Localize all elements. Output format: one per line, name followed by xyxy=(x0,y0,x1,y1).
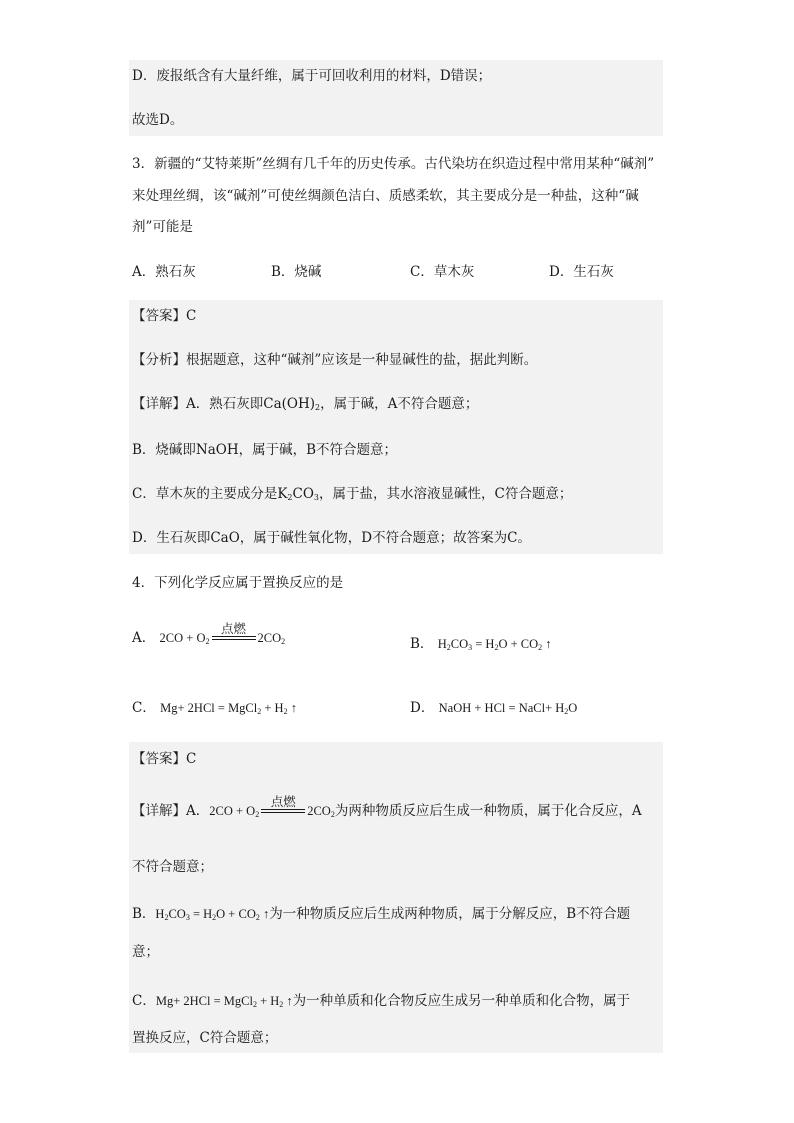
ignition-condition-2 xyxy=(261,795,305,819)
q4-detail-a-cont: 不符合题意； xyxy=(132,859,213,875)
q4-detail-a-equation: $2CO + O_2$ 点燃 $2CO_2$ xyxy=(209,794,335,819)
q4-option-d xyxy=(410,698,577,722)
q4-detail-a-text: 为两种物质反应后生成一种物质，属于化合反应，A xyxy=(334,803,642,819)
q3-detail-a-pre: 【详解】A．熟石灰即Ca(OH) xyxy=(132,396,316,412)
q3-detail-c-sub2: 3 xyxy=(313,493,320,502)
q3-detail-c-post: ，属于盐，其水溶液显碱性，C符合题意； xyxy=(319,486,573,502)
q3-option-d: D．生石灰 xyxy=(549,264,614,280)
q3-detail-c-sub1: 2 xyxy=(287,493,293,502)
q2-option-d-explain: D．废报纸含有大量纤维，属于可回收利用的材料，D错误； xyxy=(132,68,492,84)
q4-detail-c xyxy=(132,991,630,1015)
q4-option-a xyxy=(132,622,285,646)
q3-analysis: 【分析】根据题意，这种“碱剂”应该是一种显碱性的盐，据此判断。 xyxy=(132,352,538,368)
q4-option-b-equation: $H_2CO_3 = H_2O + CO_2$ ↑ xyxy=(437,637,552,652)
q3-stem-line2: 来处理丝绸，该“碱剂”可使丝绸颜色洁白、质感柔软，其主要成分是一种盐，这种“碱 xyxy=(132,188,639,204)
q3-stem-line3: 剂”可能是 xyxy=(132,219,193,235)
q3-option-a: A．熟石灰 xyxy=(132,264,196,280)
q2-conclusion: 故选D。 xyxy=(132,112,184,128)
q4-detail-b-label: B． xyxy=(132,906,156,922)
q4-option-d-equation: NaOH + HCl = NaCl+ $H_2O$ xyxy=(438,701,578,716)
q3-detail-a xyxy=(132,394,478,418)
q4-detail-c-text: 为一种单质和化合物反应生成另一种单质和化合物，属于 xyxy=(292,993,631,1009)
answer-block-q3 xyxy=(129,300,663,554)
q4-option-a-equation: $2CO + O_2$ 点燃 $2CO_2$ xyxy=(159,621,286,646)
q4-detail-b-cont: 意； xyxy=(132,944,159,960)
q4-option-a-label: A． xyxy=(132,630,156,646)
q4-detail-c-label: C． xyxy=(132,993,156,1009)
q3-detail-d: D．生石灰即CaO，属于碱性氧化物，D不符合题意；故答案为C。 xyxy=(132,530,531,546)
q4-answer: 【答案】C xyxy=(132,751,197,767)
q4-detail-c-cont: 置换反应，C符合题意； xyxy=(132,1030,278,1046)
ignition-label: 点燃 xyxy=(220,621,246,636)
q4-detail-c-equation: Mg+ 2HCl = MgCl$_2$ + $H_2$ ↑ xyxy=(155,994,293,1009)
q3-detail-c-pre: C．草木灰的主要成分是K xyxy=(132,486,288,502)
q4-detail-b xyxy=(132,904,630,928)
q4-option-c-equation: Mg+ 2HCl = MgCl$_2$ + $H_2$ ↑ xyxy=(160,701,297,716)
q3-detail-b: B．烧碱即NaOH，属于碱，B不符合题意； xyxy=(132,442,398,458)
q4-detail-b-equation: $H_2CO_3 = H_2O + CO_2$ ↑ xyxy=(155,907,270,922)
q4-option-d-label: D． xyxy=(410,700,435,716)
q4-detail-b-text: 为一种物质反应后生成两种物质，属于分解反应，B不符合题 xyxy=(269,906,631,922)
q3-option-b: B．烧碱 xyxy=(271,264,322,280)
q4-option-b xyxy=(410,634,552,658)
q3-detail-c xyxy=(132,484,572,508)
ignition-label-2: 点燃 xyxy=(270,794,296,809)
q3-detail-a-post: ，属于碱，A不符合题意； xyxy=(320,396,479,412)
q4-option-b-label: B． xyxy=(410,636,434,652)
q3-detail-a-sub: 2 xyxy=(315,403,321,412)
q3-option-c: C．草木灰 xyxy=(410,264,475,280)
q4-detail-a xyxy=(132,795,642,819)
q4-option-c xyxy=(132,698,297,722)
q3-stem-line1: 3．新疆的“艾特莱斯”丝绸有几千年的历史传承。古代染坊在织造过程中常用某种“碱剂” xyxy=(132,156,655,172)
q3-detail-c-mid: CO xyxy=(292,486,314,502)
q4-stem: 4．下列化学反应属于置换反应的是 xyxy=(132,575,344,591)
q3-answer: 【答案】C xyxy=(132,308,197,324)
ignition-condition xyxy=(212,622,256,646)
q4-detail-a-label: 【详解】A． xyxy=(132,803,210,819)
q4-option-c-label: C． xyxy=(132,700,156,716)
